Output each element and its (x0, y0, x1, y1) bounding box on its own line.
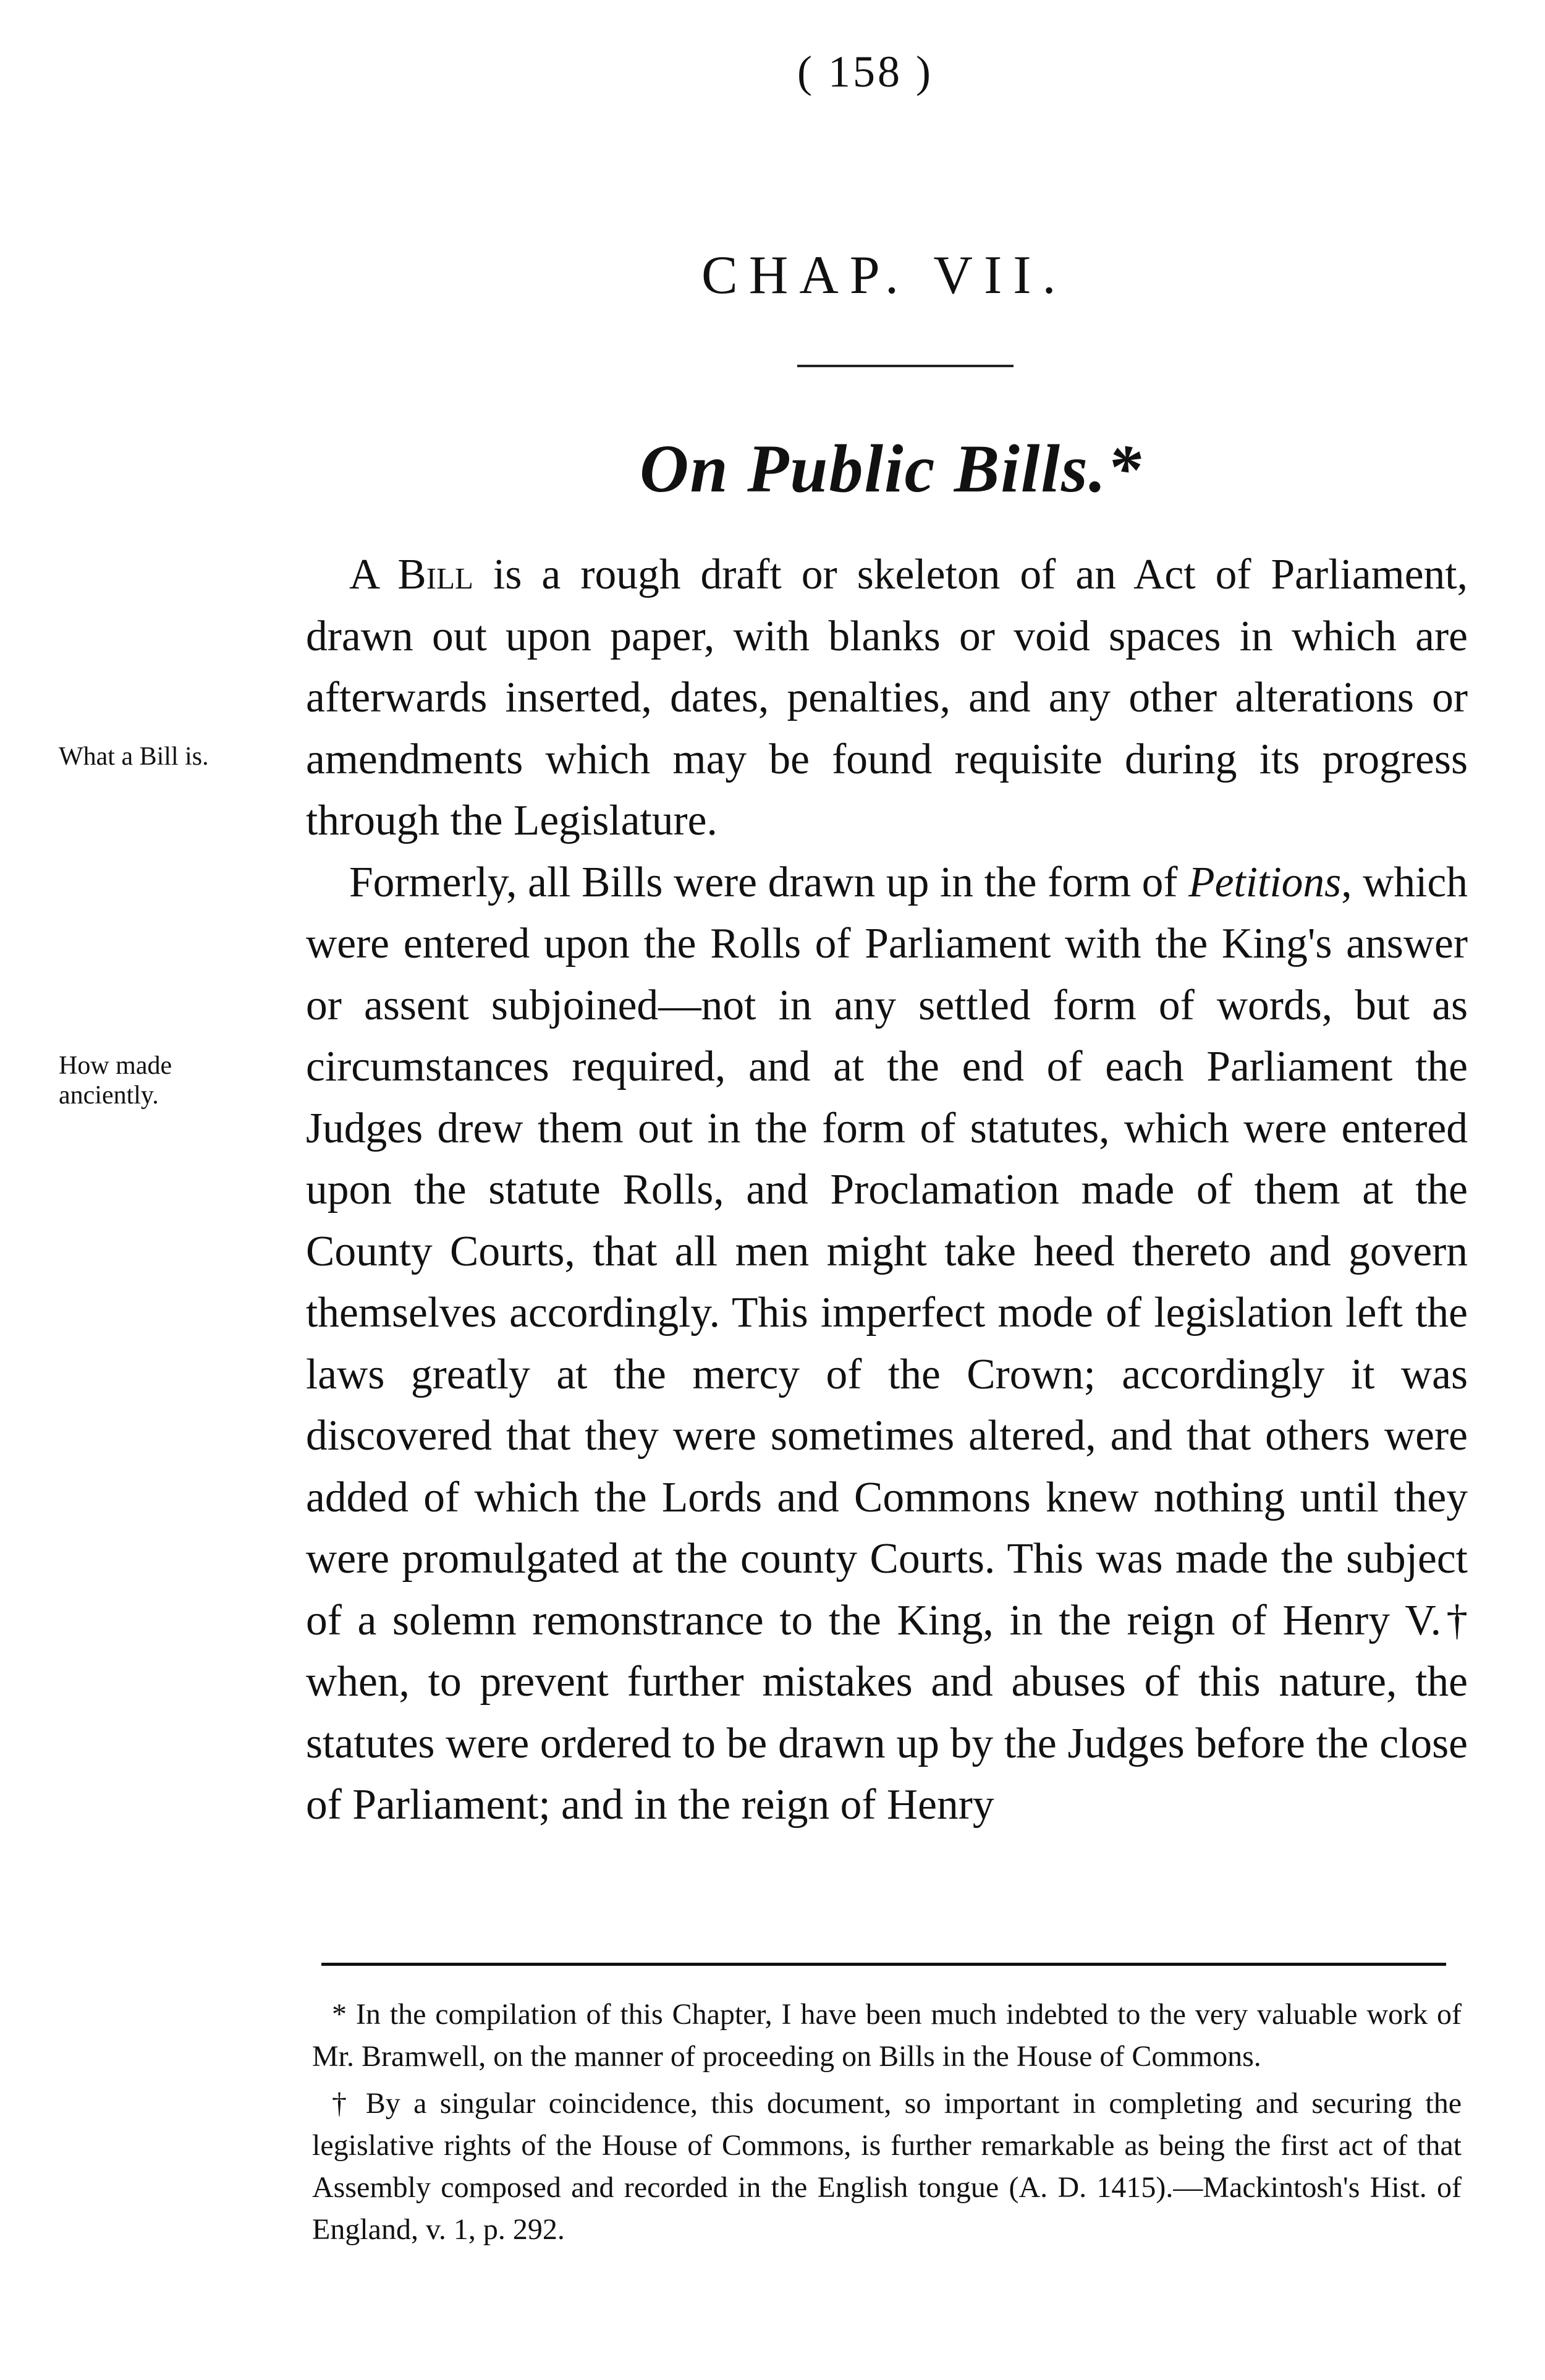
heading-divider (797, 365, 1014, 367)
body-text (306, 544, 1468, 1836)
paragraph-2-start: Formerly, all Bills were drawn up in the form of (349, 858, 1189, 906)
footnote-dagger: † By a singular coincidence, this document, so important in completing and securing the legislative rights of the House of Commons, is further remarkable as being the first act of that Assembly composed and recorded in the English tongue (A. D. 1415).—Mackintosh's Hist. of England, v. 1, p. 292. (312, 2087, 1462, 2246)
chapter-heading: CHAP. VII. (701, 245, 1067, 305)
chapter-title: On Public Bills.* (640, 431, 1143, 506)
footnotes (312, 1994, 1462, 2256)
margin-note-how-made-anciently: How made anciently. (59, 1052, 172, 1110)
footnote-asterisk: * In the compilation of this Chapter, I have been much indebted to the very valuable work of Mr. Bramwell, on the manner of proceeding on Bills in the House of Commons. (312, 1998, 1462, 2073)
paragraph-1-text: is a rough draft or skeleton of an Act of Parliament, drawn out upon paper, with blanks or void spaces in which are afterwards inserted, dates, penalties, and any other alterations or amendments which may be found requisite during its progress through the Legislature. (306, 551, 1468, 844)
margin-note-what-a-bill-is: What a Bill is. (59, 742, 209, 771)
paragraph-2-text: , which were entered upon the Rolls of Parliament with the King's answer or assent subjoined—not in any settled form of words, but as circumstances required, and at the end of each Parliament the Judges drew them out in the form of statutes, which were entered upon the statute Rolls, and Proclamation made of them at the County Courts, that all men might take heed thereto and govern themselves accordingly. This imperfect mode of legislation left the laws greatly at the mercy of the Crown; accordingly it was discovered that they were sometimes altered, and that others were added of which the Lords and Commons knew nothing until they were promulgated at the county Courts. This was made the subject of a solemn remonstrance to the King, in the reign of Henry V.† when, to prevent further mistakes and abuses of this nature, the statutes were ordered to be drawn up by the Judges before the close of Parliament; and in the reign of Henry (306, 858, 1468, 1829)
paragraph-bill-definition (306, 544, 1468, 852)
bill-lead-words: A Bill (349, 551, 473, 598)
petitions-italic: Petitions (1188, 858, 1342, 906)
paragraph-ancient-form (306, 852, 1468, 1836)
footnote-divider (321, 1963, 1446, 1966)
page-number: ( 158 ) (797, 47, 933, 96)
